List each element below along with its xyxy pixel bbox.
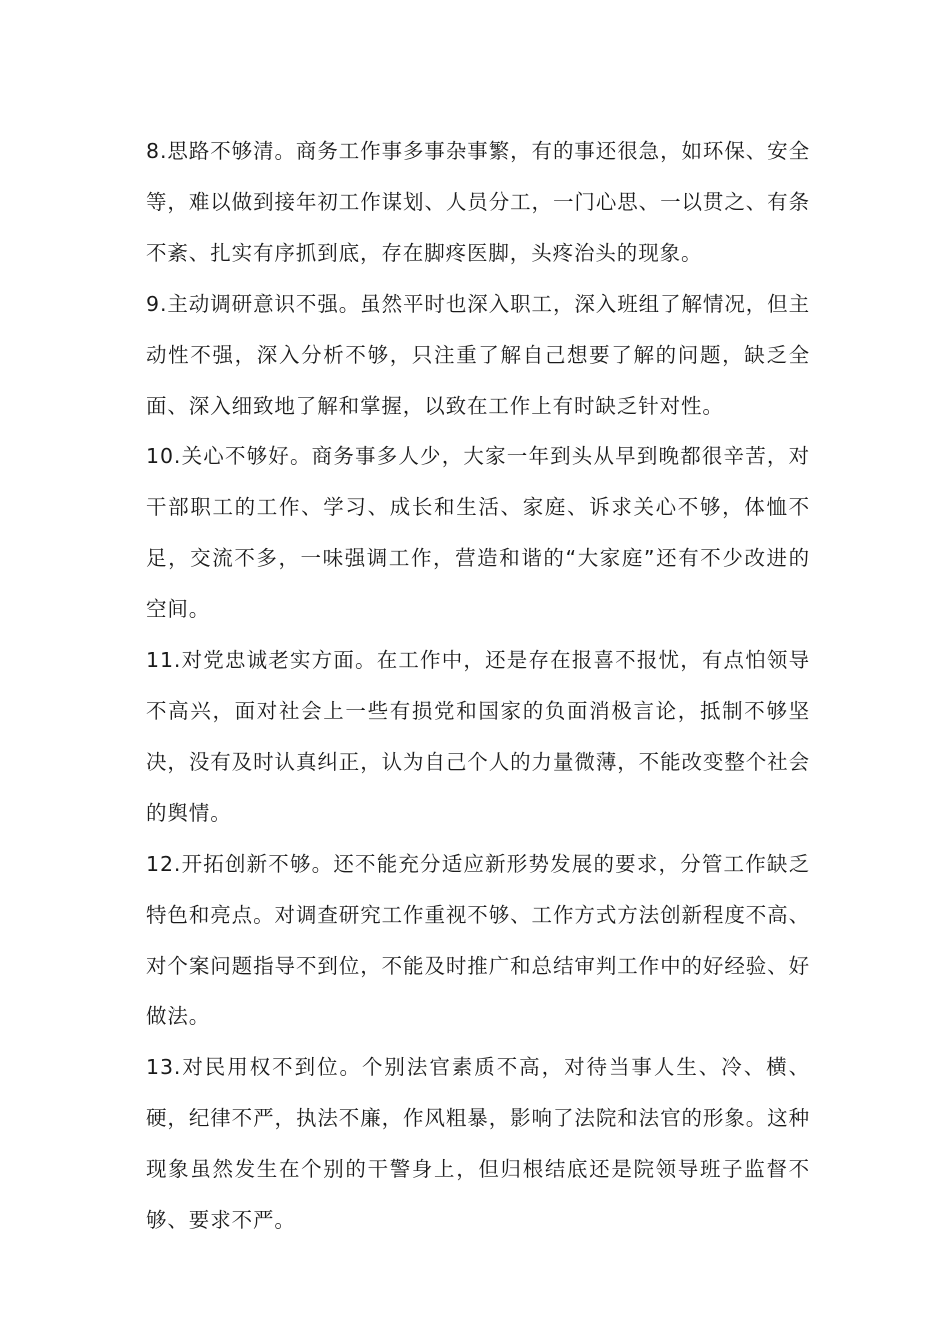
paragraph-item-13: 13.对民用权不到位。个别法官素质不高，对待当事人生、冷、横、硬，纪律不严，执法不廉，作风粗暴，影响了法院和法官的形象。这种现象虽然发生在个别的干警身上，但归根结底还是院领导班子监督不够、要求不严。 (146, 1055, 810, 1233)
document-body (146, 126, 810, 1246)
paragraph-item-8: 8.思路不够清。商务工作事多事杂事繁，有的事还很急，如环保、安全等，难以做到接年初工作谋划、人员分工，一门心思、一以贯之、有条不紊、扎实有序抓到底，存在脚疼医脚，头疼治头的现象。 (146, 139, 810, 265)
paragraph-item-12: 12.开拓创新不够。还不能充分适应新形势发展的要求，分管工作缺乏特色和亮点。对调查研究工作重视不够、工作方式方法创新程度不高、对个案问题指导不到位，不能及时推广和总结审判工作中的好经验、好做法。 (146, 851, 810, 1029)
paragraph-item-10: 10.关心不够好。商务事多人少，大家一年到头从早到晚都很辛苦，对干部职工的工作、学习、成长和生活、家庭、诉求关心不够，体恤不足，交流不多，一味强调工作，营造和谐的“大家庭”还有不少改进的空间。 (146, 444, 810, 622)
paragraph-item-11: 11.对党忠诚老实方面。在工作中，还是存在报喜不报忧，有点怕领导不高兴，面对社会上一些有损党和国家的负面消极言论，抵制不够坚决，没有及时认真纠正，认为自己个人的力量微薄，不能改变整个社会的舆情。 (146, 648, 810, 825)
paragraph-item-9: 9.主动调研意识不强。虽然平时也深入职工，深入班组了解情况，但主动性不强，深入分析不够，只注重了解自己想要了解的问题，缺乏全面、深入细致地了解和掌握，以致在工作上有时缺乏针对性。 (146, 291, 810, 418)
